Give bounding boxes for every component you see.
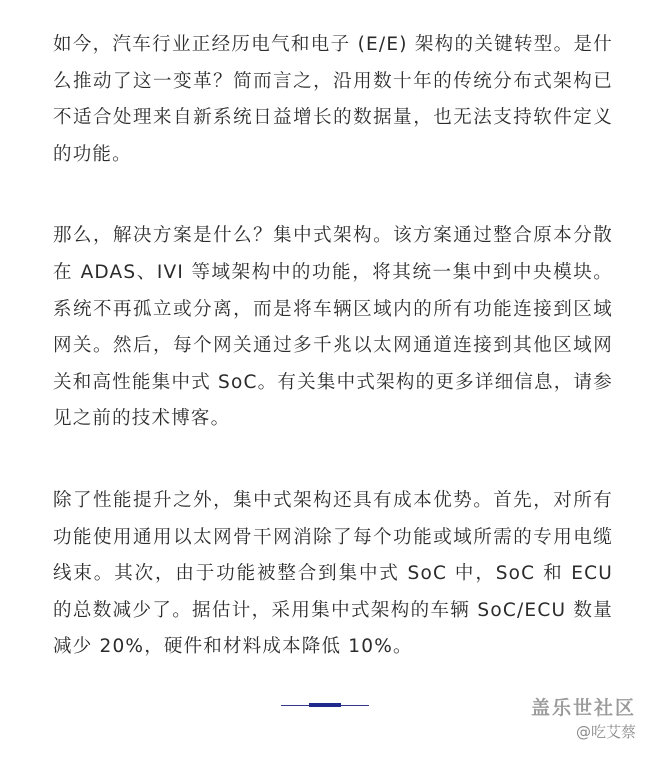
section-divider <box>281 702 369 708</box>
paragraph-1: 如今，汽车行业正经历电气和电子 (E/E) 架构的关键转型。是什么推动了这一变革？简而言之，沿用数十年的传统分布式架构已不适合处理来自新系统日益增长的数据量，也无法支持软件定义的功能。 <box>53 34 613 165</box>
divider-bar <box>309 703 341 707</box>
watermark-author: @吃艾蔡 <box>575 723 636 741</box>
paragraph-3: 除了性能提升之外，集中式架构还具有成本优势。首先，对所有功能使用通用以太网骨干网消除了每个功能或域所需的专用电缆线束。其次，由于功能被整合到集中式 SoC 中，SoC 和 ECU 的总数减少了。据估计，采用集中式架构的车辆 SoC/ECU 数量减少 20%，硬件和材料成本降低 10%。 <box>53 489 613 658</box>
watermark <box>531 695 636 743</box>
article-body <box>53 27 613 666</box>
paragraph-2: 那么，解决方案是什么？集中式架构。该方案通过整合原本分散在 ADAS、IVI 等域架构中的功能，将其统一集中到中央模块。系统不再孤立或分离，而是将车辆区域内的所有功能连接到区域网关。然后，每个网关通过多千兆以太网通道连接到其他区域网关和高性能集中式 SoC。有关集中式架构的更多详细信息，请参见之前的技术博客。 <box>53 225 613 430</box>
watermark-brand: 盖乐世社区 <box>530 697 636 719</box>
divider-line-right <box>341 705 369 706</box>
divider-line-left <box>281 705 309 706</box>
